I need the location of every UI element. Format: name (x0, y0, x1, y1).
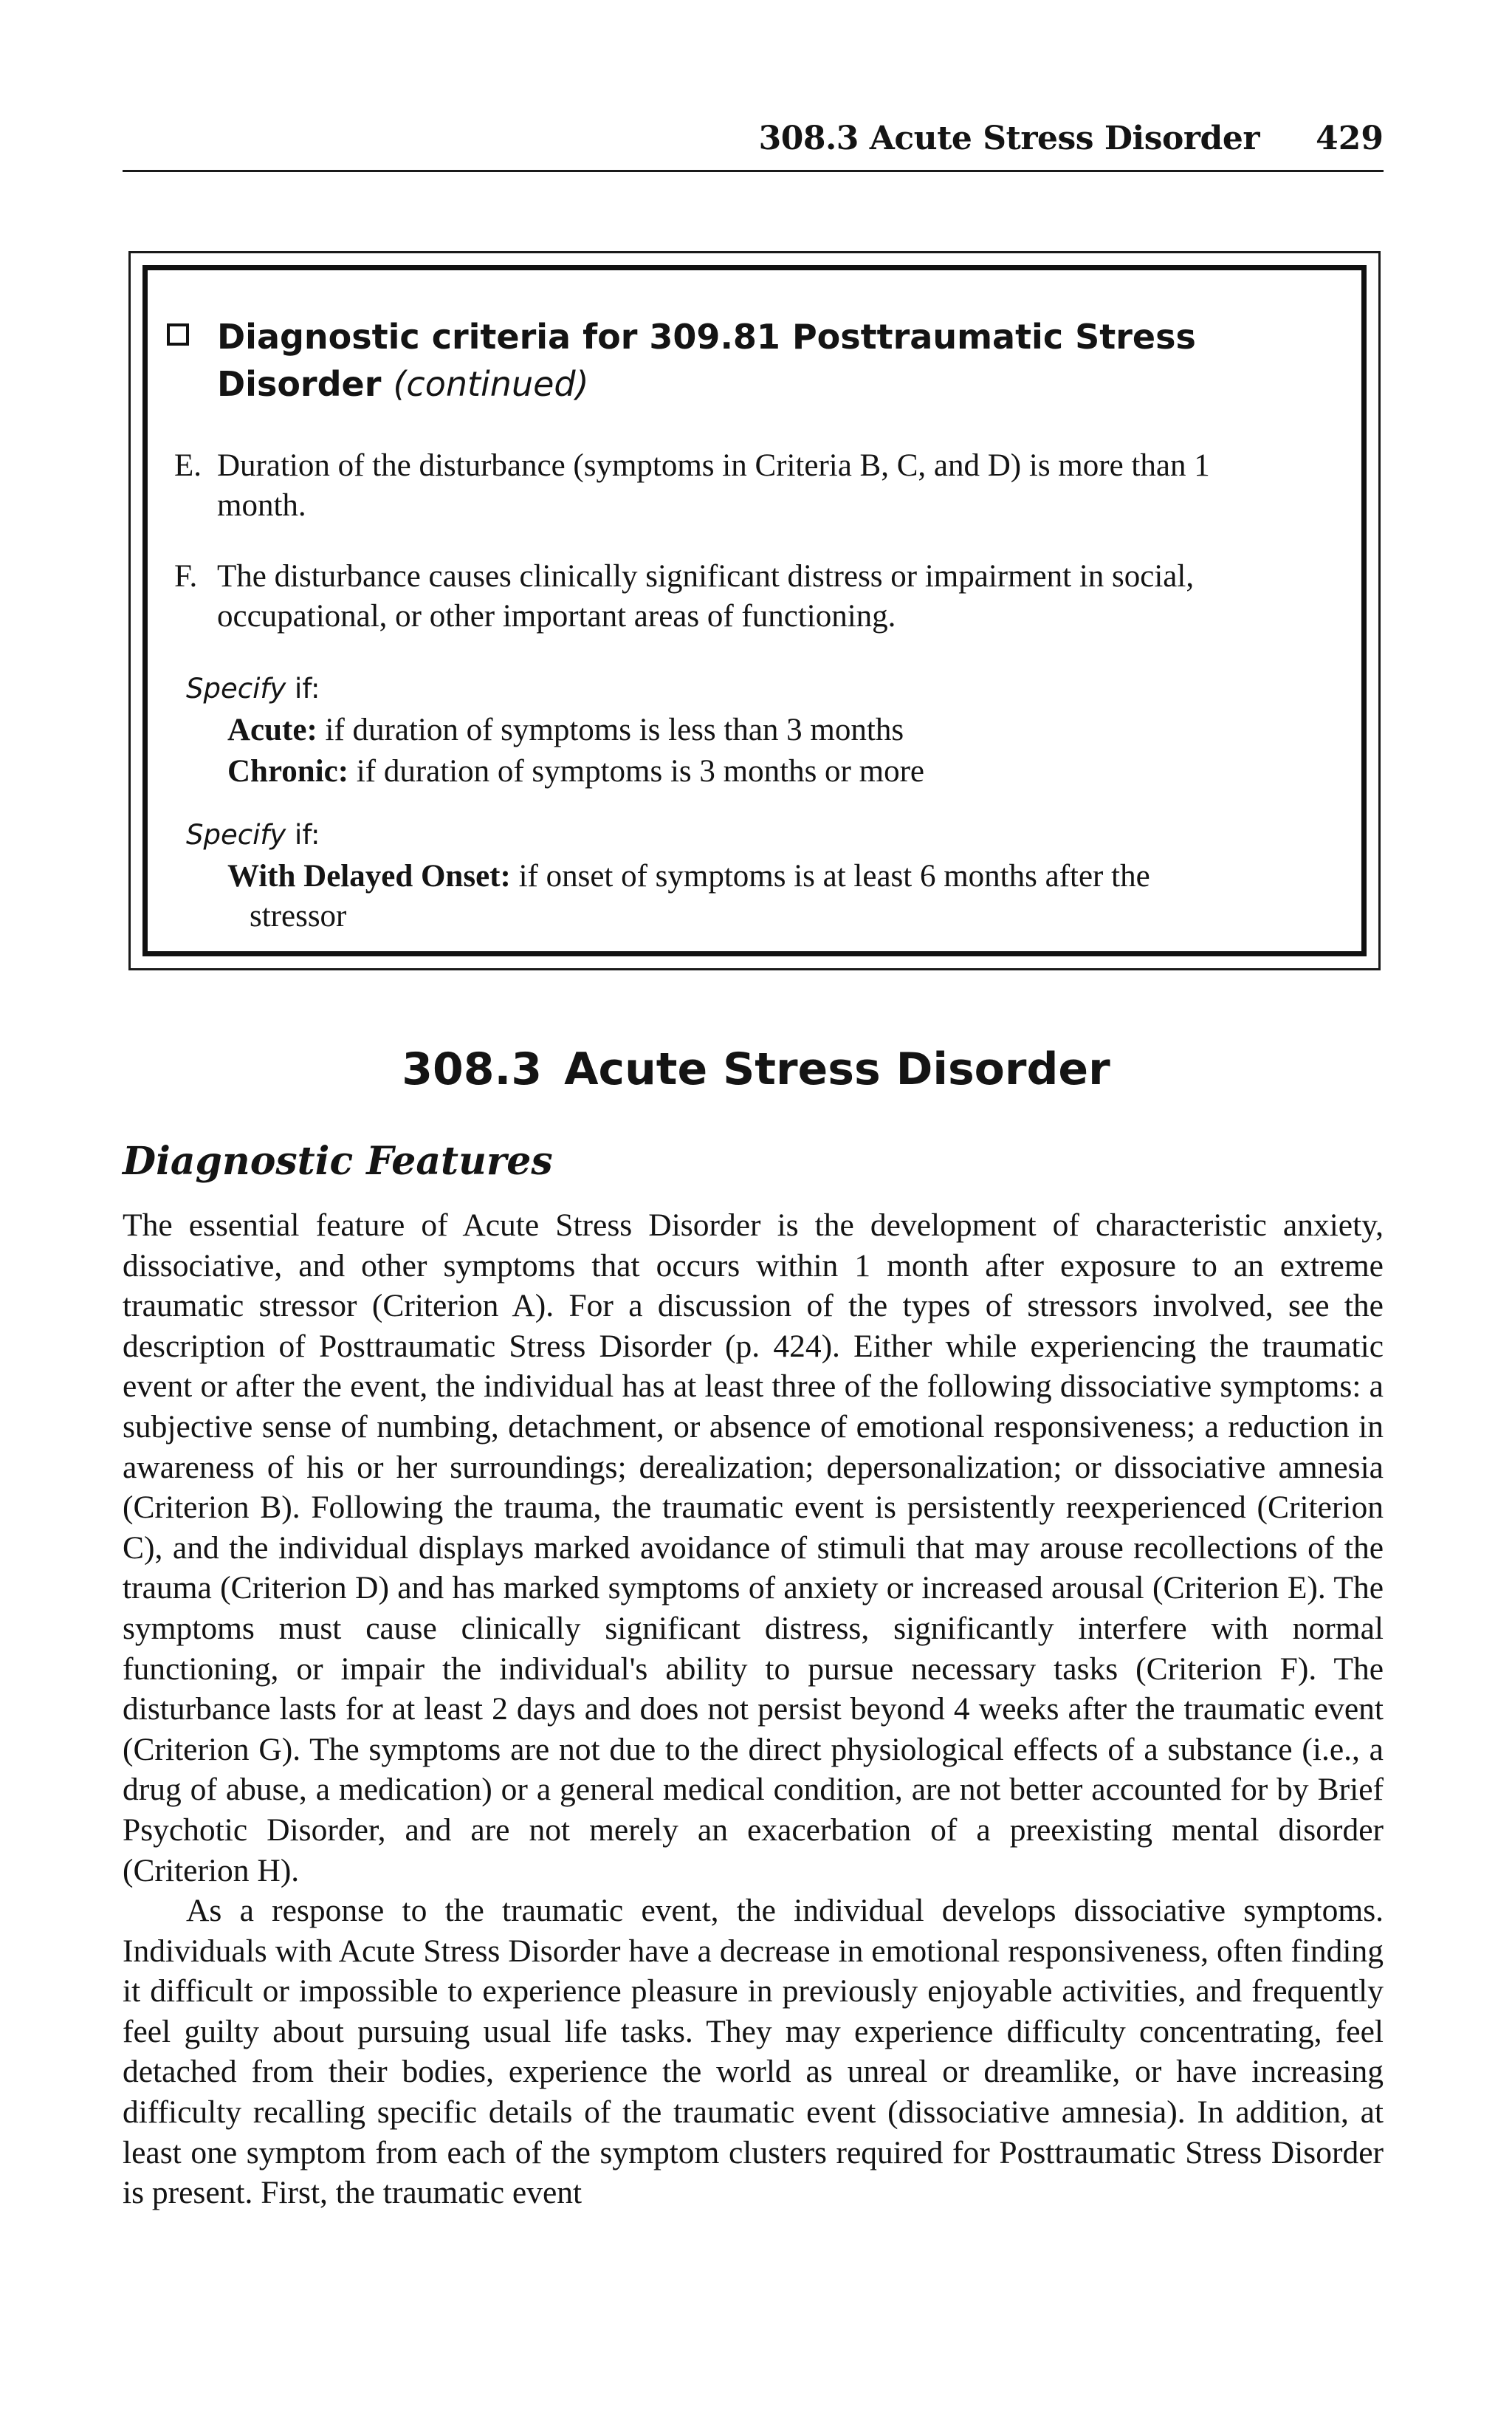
specify-suffix: if: (295, 673, 320, 705)
specifier-chronic (227, 752, 1320, 792)
criteria-box (128, 251, 1381, 970)
paragraph: As a response to the traumatic event, the individual develops dissociative symptoms. Individuals with Acute Stress Disorder have a decrease in emotional responsiveness, often finding it difficult or impossible to experience pleasure in previously enjoyable activities, and frequently feel guilty about pursuing usual life tasks. They may experience difficulty concentrating, feel detached from their bodies, experience the world as unreal or dreamlike, or have increasing difficulty recalling specific details of the traumatic event (dissociative amnesia). In addition, at least one symptom from each of the symptom clusters required for Posttraumatic Stress Disorder is present. First, the traumatic event (123, 1893, 1384, 2211)
section-heading (0, 1041, 1512, 1097)
criterion-f (174, 557, 1280, 637)
specify-label (186, 815, 320, 855)
subheading: Diagnostic Features (123, 1139, 553, 1184)
criterion-letter: E. (174, 448, 202, 483)
running-head-title: 308.3 Acute Stress Disorder (758, 120, 1260, 157)
running-head (123, 103, 1384, 172)
criterion-letter: F. (174, 559, 198, 594)
specifier-text: if duration of symptoms is 3 months or more (356, 754, 924, 789)
section-title: Acute Stress Disorder (564, 1044, 1110, 1095)
specify-word: Specify (186, 673, 286, 705)
page-number: 429 (1316, 120, 1384, 157)
specifier-continuation: stressor (250, 899, 347, 933)
criteria-box-title (217, 313, 1324, 408)
specifier-acute (227, 710, 1320, 750)
paragraph: The essential feature of Acute Stress Disorder is the development of characteristic anxiety, dissociative, and other symptoms that occurs within 1 month after exposure to an extreme traumatic stressor (Criterion A). For a discussion of the types of stressors involved, see the description of Posttraumatic Stress Disorder (p. 424). Either while experiencing the traumatic event or after the event, the individual has at least three of the following dissociative symptoms: a subjective sense of numbing, detachment, or absence of emotional responsiveness; a reduction in awareness of his or her surroundings; derealization; depersonalization; or dissociative amnesia (Criterion B). Following the trauma, the traumatic event is persistently reexperienced (Criterion C), and the individual displays marked avoidance of stimuli that may arouse recollections of the trauma (Criterion D) and has marked symptoms of anxiety or increased arousal (Criterion E). The symptoms must cause clinically significant distress, significantly interfere with normal functioning, or impair the individual's ability to pursue necessary tasks (Criterion F). The disturbance lasts for at least 2 days and does not persist beyond 4 weeks after the traumatic event (Criterion G). The symptoms are not due to the direct physiological effects of a substance (i.e., a drug of abuse, a medication) or a general medical condition, are not better accounted for by Brief Psychotic Disorder, and are not merely an exacerbation of a preexisting mental disorder (Criterion H). (123, 1207, 1384, 1888)
specifier-text: if duration of symptoms is less than 3 months (325, 713, 904, 747)
specifier-delayed-onset (227, 857, 1320, 936)
checkbox-icon (167, 323, 189, 346)
criterion-e (174, 446, 1280, 526)
specifier-text: if onset of symptoms is at least 6 months after the (518, 859, 1150, 894)
specifier-term: Chronic: (227, 754, 349, 789)
criteria-title-text: Diagnostic criteria for 309.81 Posttraumatic Stress Disorder (217, 317, 1196, 404)
section-number: 308.3 (402, 1044, 543, 1095)
criteria-box-inner-frame (142, 265, 1367, 956)
criterion-text: The disturbance causes clinically significant distress or impairment in social, occupational, or other important areas of functioning. (217, 559, 1195, 634)
specify-label (186, 669, 320, 709)
specifier-term: With Delayed Onset: (227, 859, 511, 894)
criterion-text: Duration of the disturbance (symptoms in Criteria B, C, and D) is more than 1 month. (217, 448, 1210, 523)
body-text (123, 1205, 1384, 2213)
specify-suffix: if: (295, 819, 320, 851)
specifier-term: Acute: (227, 713, 317, 747)
criteria-title-suffix: (continued) (393, 364, 589, 404)
specify-word: Specify (186, 819, 286, 851)
